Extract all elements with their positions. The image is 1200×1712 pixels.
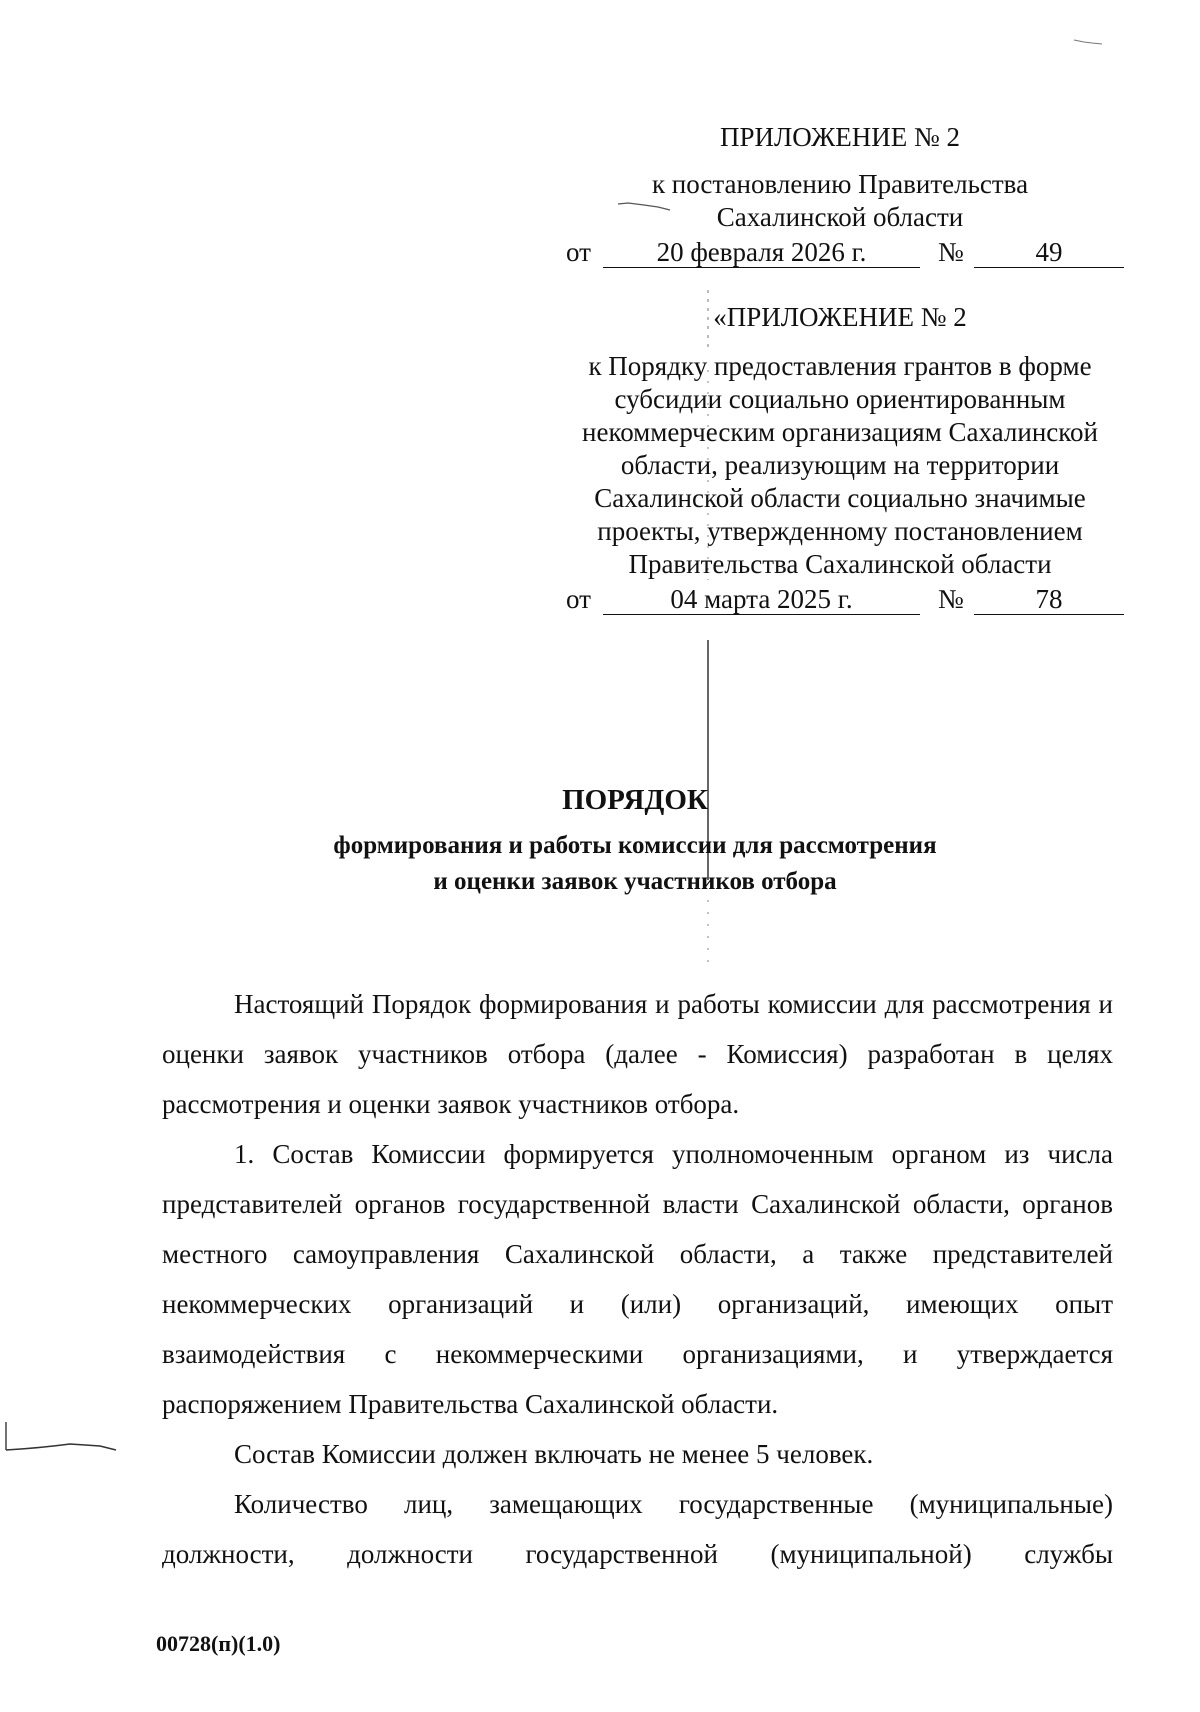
procedure-line: области, реализующим на территории (620, 450, 1060, 480)
procedure-line: проекты, утвержденному постановлением (597, 516, 1083, 546)
decree-date: 20 февраля 2026 г. (603, 235, 920, 268)
decree-date-number-row (566, 235, 1126, 269)
body-paragraph: Количество лиц, замещающих государственные (муниципальные) должности, должности государственной (муниципальной) службы (162, 1489, 1113, 1569)
body-paragraph: Настоящий Порядок формирования и работы комиссии для рассмотрения и оценки заявок участников отбора (далее - Комиссия) разработан в целях рассмотрения и оценки заявок участников отбора. (162, 989, 1113, 1119)
original-appendix-title: «ПРИЛОЖЕНИЕ № 2 (713, 302, 967, 332)
body-paragraph: 1. Состав Комиссии формируется уполномоченным органом из числа представителей органов государственной власти Сахалинской области, органов местного самоуправления Сахалинской области, а также представителей некоммерческих организаций и (или) организаций, имеющих опыт взаимодействия с некоммерческими организациями, и утверждается распоряжением Правительства Сахалинской области. (162, 1139, 1113, 1419)
procedure-date: 04 марта 2025 г. (603, 582, 920, 615)
document-title: ПОРЯДОК (562, 784, 708, 816)
procedure-line: некоммерческим организациям Сахалинской (582, 417, 1098, 447)
procedure-date-number-row (566, 582, 1126, 616)
subtitle-line: формирования и работы комиссии для рассмотрения (333, 832, 937, 859)
appendix-title: ПРИЛОЖЕНИЕ № 2 (719, 122, 961, 152)
decree-reference-text (556, 168, 1124, 234)
document-code: 00728(п)(1.0) (156, 1631, 281, 1656)
number-sign: № (938, 237, 964, 267)
date-prefix: от (566, 237, 591, 267)
scan-artefact-margin-mark (0, 1420, 130, 1460)
procedure-line: Сахалинской области социально значимые (594, 483, 1086, 513)
procedure-line: субсидии социально ориентированным (614, 384, 1066, 414)
scan-artefact-corner-mark (1070, 30, 1110, 50)
number-sign: № (938, 584, 964, 614)
procedure-number: 78 (974, 582, 1124, 615)
document-body (162, 979, 1113, 1579)
date-prefix: от (566, 584, 591, 614)
decree-line: Сахалинской области (716, 202, 964, 232)
subtitle-line: и оценки заявок участников отбора (433, 868, 837, 895)
decree-number: 49 (974, 235, 1124, 268)
decree-line: к постановлению Правительства (651, 169, 1029, 199)
document-subtitle (0, 828, 1200, 900)
procedure-line: Правительства Сахалинской области (628, 549, 1052, 579)
procedure-reference-text (556, 350, 1124, 581)
body-paragraph: Состав Комиссии должен включать не менее 5 человек. (234, 1439, 874, 1469)
procedure-line: к Порядку предоставления грантов в форме (588, 351, 1092, 381)
